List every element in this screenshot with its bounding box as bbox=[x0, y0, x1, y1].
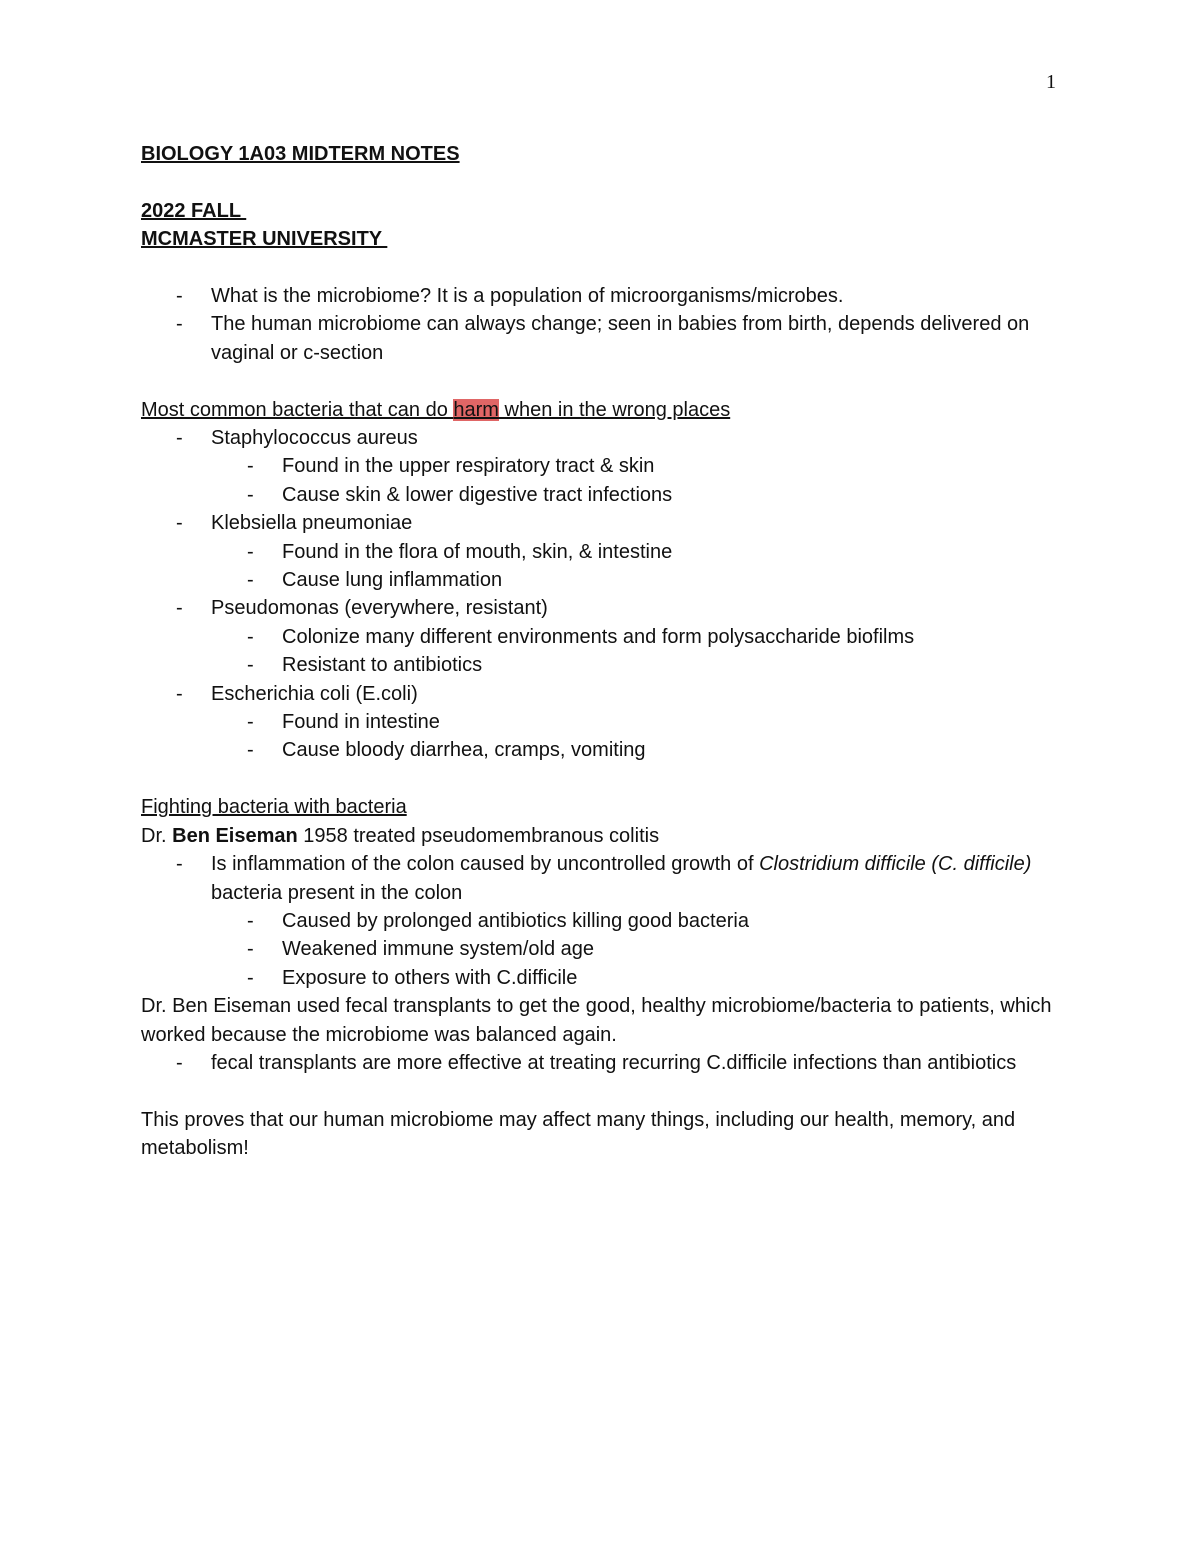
document-title: BIOLOGY 1A03 MIDTERM NOTES bbox=[141, 143, 460, 165]
bullet-dash: - bbox=[176, 512, 183, 535]
bullet-dash: - bbox=[247, 739, 254, 762]
bullet-dash: - bbox=[247, 966, 254, 989]
sub-list-item: - Colonize many different environments and form polysaccharide biofilms bbox=[141, 623, 1061, 651]
bullet-dash: - bbox=[176, 313, 183, 336]
sub-list-item: - Found in the upper respiratory tract & skin bbox=[141, 452, 1061, 480]
page-number: 1 bbox=[1046, 71, 1056, 93]
blank-line bbox=[141, 1077, 1061, 1105]
bullet-dash: - bbox=[247, 938, 254, 961]
list-item: - Staphylococcus aureus bbox=[141, 424, 1061, 452]
list-item: - Pseudomonas (everywhere, resistant) bbox=[141, 594, 1061, 622]
document-body bbox=[141, 140, 1061, 1163]
transplant-paragraph: Dr. Ben Eiseman used fecal transplants to get the good, healthy microbiome/bacteria to patients, which worked because the microbiome was balanced again. bbox=[141, 995, 1058, 1046]
bullet-dash: - bbox=[176, 682, 183, 705]
bullet-dash: - bbox=[247, 909, 254, 932]
list-item: - fecal transplants are more effective at treating recurring C.difficile infections than antibiotics bbox=[141, 1049, 1061, 1077]
sub-list-item: - Cause lung inflammation bbox=[141, 566, 1061, 594]
university-label: MCMASTER UNIVERSITY bbox=[141, 228, 388, 251]
section-heading-fighting-bacteria: Fighting bacteria with bacteria bbox=[141, 796, 407, 819]
sub-list-item: - Resistant to antibiotics bbox=[141, 651, 1061, 679]
sub-list-item: - Found in the flora of mouth, skin, & intestine bbox=[141, 538, 1061, 566]
list-item: - Escherichia coli (E.coli) bbox=[141, 680, 1061, 708]
section-heading-harmful-bacteria: Most common bacteria that can do harm when in the wrong places bbox=[141, 398, 731, 421]
list-item: - Is inflammation of the colon caused by uncontrolled growth of Clostridium difficile (C. difficile) bacteria present in the colon bbox=[141, 850, 1061, 907]
blank-line bbox=[141, 765, 1061, 793]
bullet-dash: - bbox=[176, 1051, 183, 1074]
term-label: 2022 FALL bbox=[141, 199, 247, 222]
sub-list-item: - Weakened immune system/old age bbox=[141, 935, 1061, 963]
bullet-dash: - bbox=[247, 711, 254, 734]
sub-list-item: - Found in intestine bbox=[141, 708, 1061, 736]
bullet-dash: - bbox=[247, 483, 254, 506]
list-item: - The human microbiome can always change; seen in babies from birth, depends delivered on vaginal or c-section bbox=[141, 310, 1061, 367]
bullet-dash: - bbox=[247, 455, 254, 478]
sub-list-item: - Exposure to others with C.difficile bbox=[141, 964, 1061, 992]
bullet-dash: - bbox=[176, 853, 183, 876]
bullet-dash: - bbox=[176, 285, 183, 307]
blank-line bbox=[141, 168, 1061, 196]
bullet-dash: - bbox=[176, 597, 183, 620]
eiseman-line: Dr. Ben Eiseman 1958 treated pseudomembranous colitis bbox=[141, 824, 660, 847]
sub-list-item: - Caused by prolonged antibiotics killing good bacteria bbox=[141, 907, 1061, 935]
blank-line bbox=[141, 254, 1061, 282]
highlighted-word: harm bbox=[453, 398, 499, 421]
conclusion-paragraph: This proves that our human microbiome may affect many things, including our health, memory, and metabolism! bbox=[141, 1108, 1021, 1160]
bullet-dash: - bbox=[247, 625, 254, 648]
bullet-dash: - bbox=[247, 654, 254, 677]
bullet-dash: - bbox=[176, 427, 183, 450]
sub-list-item: - Cause bloody diarrhea, cramps, vomiting bbox=[141, 736, 1061, 764]
bullet-dash: - bbox=[247, 540, 254, 563]
bullet-dash: - bbox=[247, 569, 254, 592]
blank-line bbox=[141, 367, 1061, 395]
list-item: - Klebsiella pneumoniae bbox=[141, 509, 1061, 537]
sub-list-item: - Cause skin & lower digestive tract infections bbox=[141, 481, 1061, 509]
list-item: - What is the microbiome? It is a population of microorganisms/microbes. bbox=[141, 282, 1061, 310]
